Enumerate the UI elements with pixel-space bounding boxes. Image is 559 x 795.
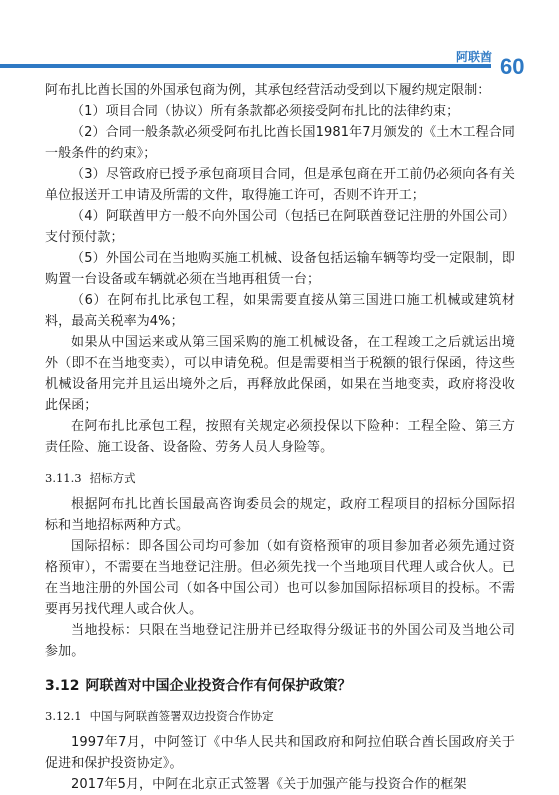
list-item: （2）合同一般条款必须受阿布扎比酋长国1981年7月颁发的《土木工程合同一般条件的约束》； [45,125,515,161]
list-item: （1）项目合同（协议）所有条款都必须接受阿布扎比的法律约束； [71,104,460,119]
list-item: （4）阿联酋甲方一般不向外国公司（包括已在阿联酋登记注册的外国公司）支付预付款； [45,209,515,245]
list-item: （3）尽管政府已授予承包商项目合同，但是承包商在开工前仍必须向各有关单位报送开工申请及所需的文件，取得施工许可，否则不许开工； [45,167,515,203]
paragraph: 根据阿布扎比酋长国最高咨询委员会的规定，政府工程项目的招标分国际招标和当地招标两种方式。 [45,497,515,533]
document-body [45,80,515,795]
paragraph: 阿布扎比酋长国的外国承包商为例，其承包经营活动受到以下履约规定限制： [45,83,491,98]
subsection-number: 3.12.1 [45,709,82,723]
paragraph: 2017年5月，中阿在北京正式签署《关于加强产能与投资合作的框架 [71,777,467,792]
paragraph: 如果从中国运来或从第三国采购的施工机械设备，在工程竣工之后就运出境外（即不在当地变卖），可以申请免税。但是需要相当于税额的银行保函，待这些机械设备用完并且运出境外之后，再释放此保函，如果在当地变卖，政府将没收此保函； [45,335,515,413]
paragraph: 在阿布扎比承包工程，按照有关规定必须投保以下险种：工程全险、第三方责任险、施工设备、设备险、劳务人员人身险等。 [45,419,515,455]
subsection-heading-3-11-3 [45,470,515,486]
paragraph: 国际招标：即各国公司均可参加（如有资格预审的项目参加者必须先通过资格预审），不需要在当地登记注册。但必须先找一个当地项目代理人或合伙人。已在当地注册的外国公司（如各中国公司）也可以参加国际招标项目的投标。不需要再另找代理人或合伙人。 [45,539,515,617]
header-divider [0,64,491,68]
subsection-number: 3.11.3 [45,471,82,485]
paragraph: 1997年7月，中阿签订《中华人民共和国政府和阿拉伯联合酋长国政府关于促进和保护投资协定》。 [45,735,515,771]
list-item: （5）外国公司在当地购买施工机械、设备包括运输车辆等均受一定限制，即购置一台设备或车辆就必须在当地再租赁一台； [45,251,515,287]
section-number: 3.12 [45,678,80,694]
paragraph: 当地投标：只限在当地登记注册并已经取得分级证书的外国公司及当地公司参加。 [45,623,515,659]
section-title: 阿联酋对中国企业投资合作有何保护政策？ [85,678,352,694]
subsection-title: 中国与阿联酋签署双边投资合作协定 [89,709,274,723]
list-item: （6）在阿布扎比承包工程，如果需要直接从第三国进口施工机械或建筑材料，最高关税率为4%； [45,293,515,329]
subsection-heading-3-12-1 [45,708,515,724]
section-heading-3-12 [45,676,515,696]
chapter-label: 阿联酋 [456,50,493,64]
page-number: 60 [500,54,525,79]
subsection-title: 招标方式 [89,471,136,485]
